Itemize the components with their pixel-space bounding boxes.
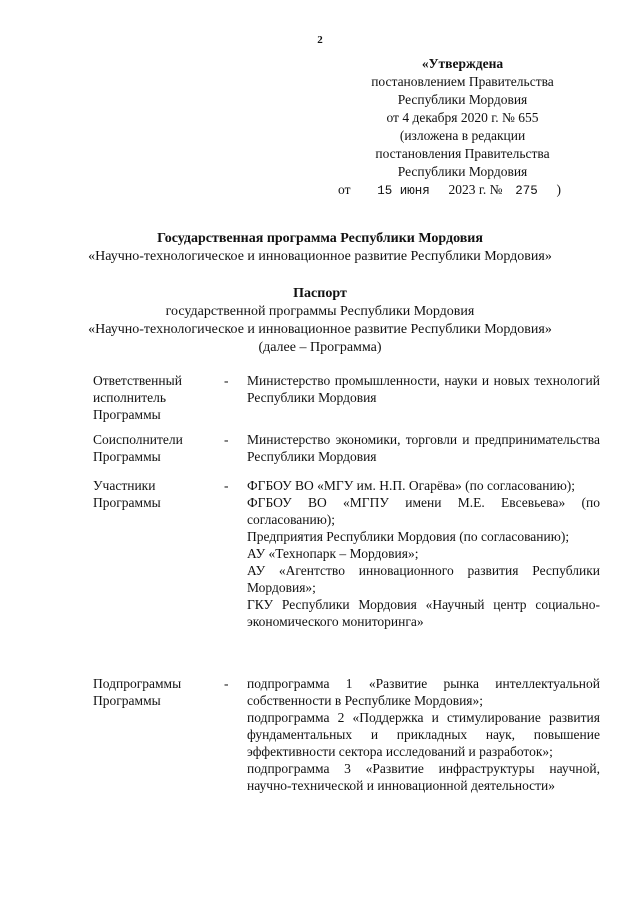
row-item: АУ «Агентство инновационного развития Республики Мордовия»; — [247, 563, 600, 595]
passport-title: Паспорт — [293, 286, 347, 301]
row-label: Подпрограммы Программы — [93, 676, 182, 708]
row-item: Министерство экономики, торговли и предпринимательства Республики Мордовия — [247, 432, 600, 464]
row-dash: - — [224, 373, 229, 388]
program-subtitle: «Научно-технологическое и инновационное развитие Республики Мордовия» — [88, 249, 552, 264]
approval-date: 15 июня — [377, 184, 430, 198]
approval-number: 275 — [515, 184, 538, 198]
approval-year-label: 2023 г. № — [448, 182, 503, 197]
row-content — [247, 431, 600, 465]
row-label: Участники Программы — [93, 478, 161, 510]
approval-from-label: от — [338, 182, 351, 197]
approval-stamp-block — [330, 55, 595, 200]
passport-line: «Научно-технологическое и инновационное развитие Республики Мордовия» — [88, 322, 552, 337]
row-content — [247, 477, 600, 630]
row-dash: - — [224, 676, 229, 691]
row-content — [247, 372, 600, 406]
passport-heading — [0, 285, 640, 357]
row-content — [247, 675, 600, 794]
approval-line: постановления Правительства — [375, 146, 550, 161]
row-item: подпрограмма 3 «Развитие инфраструктуры научной, научно-технической и инновационной деятельности» — [247, 761, 600, 793]
row-item: ФГБОУ ВО «МГПУ имени М.Е. Евсевьева» (по согласованию); — [247, 495, 600, 527]
page-number: 2 — [317, 34, 323, 46]
row-item: подпрограмма 1 «Развитие рынка интеллектуальной собственности в Республике Мордовия»; — [247, 676, 600, 708]
approval-closing: ) — [556, 182, 562, 197]
row-item: ГКУ Республики Мордовия «Научный центр социально-экономического мониторинга» — [247, 597, 600, 629]
row-item: ФГБОУ ВО «МГУ им. Н.П. Огарёва» (по согласованию); — [247, 478, 576, 493]
row-item: Предприятия Республики Мордовия (по согласованию); — [247, 529, 570, 544]
program-title: Государственная программа Республики Мордовия — [157, 231, 483, 246]
row-item: АУ «Технопарк – Мордовия»; — [247, 546, 419, 561]
passport-line: государственной программы Республики Мордовия — [165, 304, 475, 319]
row-label: Ответственный исполнитель Программы — [93, 373, 182, 422]
approval-line: Республики Мордовия — [397, 164, 528, 179]
row-label: Соисполнители Программы — [93, 432, 183, 464]
program-heading — [0, 230, 640, 266]
approval-date-line — [330, 181, 595, 200]
approval-line: от 4 декабря 2020 г. № 655 — [386, 110, 539, 125]
row-dash: - — [224, 432, 229, 447]
approval-line: (изложена в редакции — [399, 128, 526, 143]
row-dash: - — [224, 478, 229, 493]
approval-title: «Утверждена — [421, 56, 504, 71]
approval-line: Республики Мордовия — [397, 92, 528, 107]
approval-line: постановлением Правительства — [371, 74, 554, 89]
row-item: Министерство промышленности, науки и новых технологий Республики Мордовия — [247, 373, 600, 405]
row-item: подпрограмма 2 «Поддержка и стимулирование развития фундаментальных и прикладных наук, повышение эффективности сектора исследований и разработок»; — [247, 710, 600, 759]
passport-line: (далее – Программа) — [258, 340, 382, 355]
